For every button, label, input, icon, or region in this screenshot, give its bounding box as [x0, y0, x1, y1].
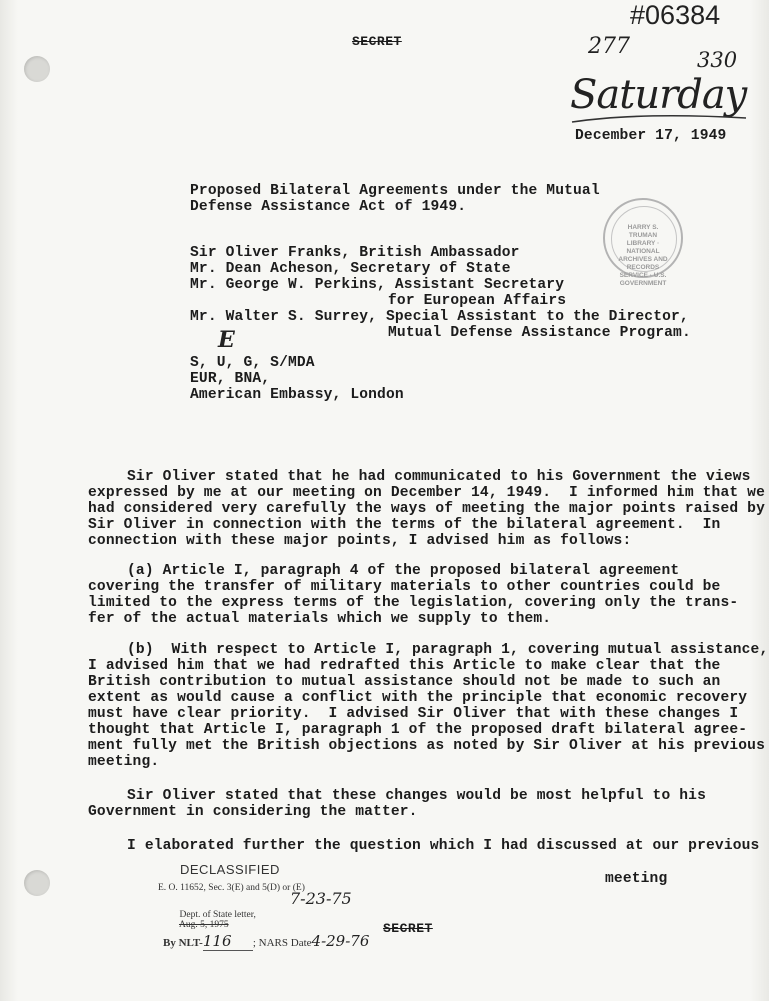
participant: Mr. George W. Perkins, Assistant Secretary: [190, 277, 565, 293]
archive-stamp: [603, 198, 683, 287]
continuation-word: meeting: [605, 871, 668, 887]
handwritten-mark: E: [218, 327, 235, 353]
by-label: By NLT-: [163, 937, 203, 949]
body-line: I elaborated further the question which I had discussed at our previous: [127, 838, 760, 854]
page-number: 277: [588, 34, 630, 59]
body-line: ment fully met the British objections as noted by Sir Oliver at his previous: [88, 738, 765, 754]
distribution-line: EUR, BNA,: [190, 371, 271, 387]
participant: Mr. Walter S. Surrey, Special Assistant to the Director,: [190, 309, 689, 325]
nars-label: ; NARS Date: [252, 937, 312, 949]
body-line: (b) With respect to Article I, paragraph 1, covering mutual assistance,: [127, 642, 769, 658]
body-line: must have clear priority. I advised Sir Oliver that with these changes I: [88, 706, 739, 722]
body-line: limited to the express terms of the legislation, covering only the trans-: [88, 595, 739, 611]
punch-hole: [24, 870, 50, 896]
letter-date-struck: Aug. 5, 1975: [178, 920, 229, 930]
declassified-title: DECLASSIFIED: [180, 862, 280, 877]
punch-hole: [24, 56, 50, 82]
stamp-text: HARRY S. TRUMAN LIBRARY · NATIONAL ARCHIVES AND RECORDS SERVICE · U.S. GOVERNMENT: [618, 224, 668, 287]
subject-line-2: Defense Assistance Act of 1949.: [190, 199, 467, 215]
body-line: thought that Article I, paragraph 1 of the proposed draft bilateral agree-: [88, 722, 748, 738]
body-line: covering the transfer of military materials to other countries could be: [88, 579, 721, 595]
by-value: 116: [203, 932, 253, 951]
alt-page-number: 330: [697, 48, 738, 72]
body-line: had considered very carefully the ways of meeting the major points raised by: [88, 501, 765, 517]
subject-line-1: Proposed Bilateral Agreements under the Mutual: [190, 183, 600, 199]
body-line: Sir Oliver stated that he had communicated to his Government the views: [127, 469, 751, 485]
body-line: meeting.: [88, 754, 160, 770]
day-underline: [570, 108, 750, 128]
body-line: (a) Article I, paragraph 4 of the proposed bilateral agreement: [127, 563, 680, 579]
body-line: connection with these major points, I advised him as follows:: [88, 533, 632, 549]
body-line: Sir Oliver stated that these changes would be most helpful to his: [127, 788, 706, 804]
distribution-line: American Embassy, London: [190, 387, 404, 403]
doc-number-value: 06384: [645, 0, 721, 30]
body-line: expressed by me at our meeting on December 14, 1949. I informed him that we: [88, 485, 765, 501]
distribution-line: S, U, G, S/MDA: [190, 355, 315, 371]
participant-continued: for European Affairs: [388, 293, 567, 309]
date: December 17, 1949: [575, 128, 727, 144]
participant-continued: Mutual Defense Assistance Program.: [388, 325, 691, 341]
letter-date-handwritten: 7-23-75: [290, 889, 352, 908]
body-line: extent as would cause a conflict with the principle that economic recovery: [88, 690, 748, 706]
body-line: British contribution to mutual assistance should not be made to such an: [88, 674, 721, 690]
declassified-by: [152, 920, 369, 963]
nars-date: 4-29-76: [311, 932, 370, 950]
day-note: Saturday: [570, 72, 747, 118]
classification-bottom: SECRET: [383, 921, 433, 936]
body-line: Sir Oliver in connection with the terms of the bilateral agreement. In: [88, 517, 721, 533]
declassified-authority: E. O. 11652, Sec. 3(E) and 5(D) or (E): [158, 883, 305, 893]
participant: Mr. Dean Acheson, Secretary of State: [190, 261, 511, 277]
doc-number: [630, 0, 720, 31]
classification-top: SECRET: [352, 34, 402, 49]
doc-number-prefix: #: [630, 0, 646, 30]
body-line: Government in considering the matter.: [88, 804, 418, 820]
letter-label: Dept. of State letter,: [179, 910, 256, 920]
body-line: fer of the actual materials which we supply to them.: [88, 611, 552, 627]
body-line: I advised him that we had redrafted this Article to make clear that the: [88, 658, 721, 674]
participant: Sir Oliver Franks, British Ambassador: [190, 245, 520, 261]
